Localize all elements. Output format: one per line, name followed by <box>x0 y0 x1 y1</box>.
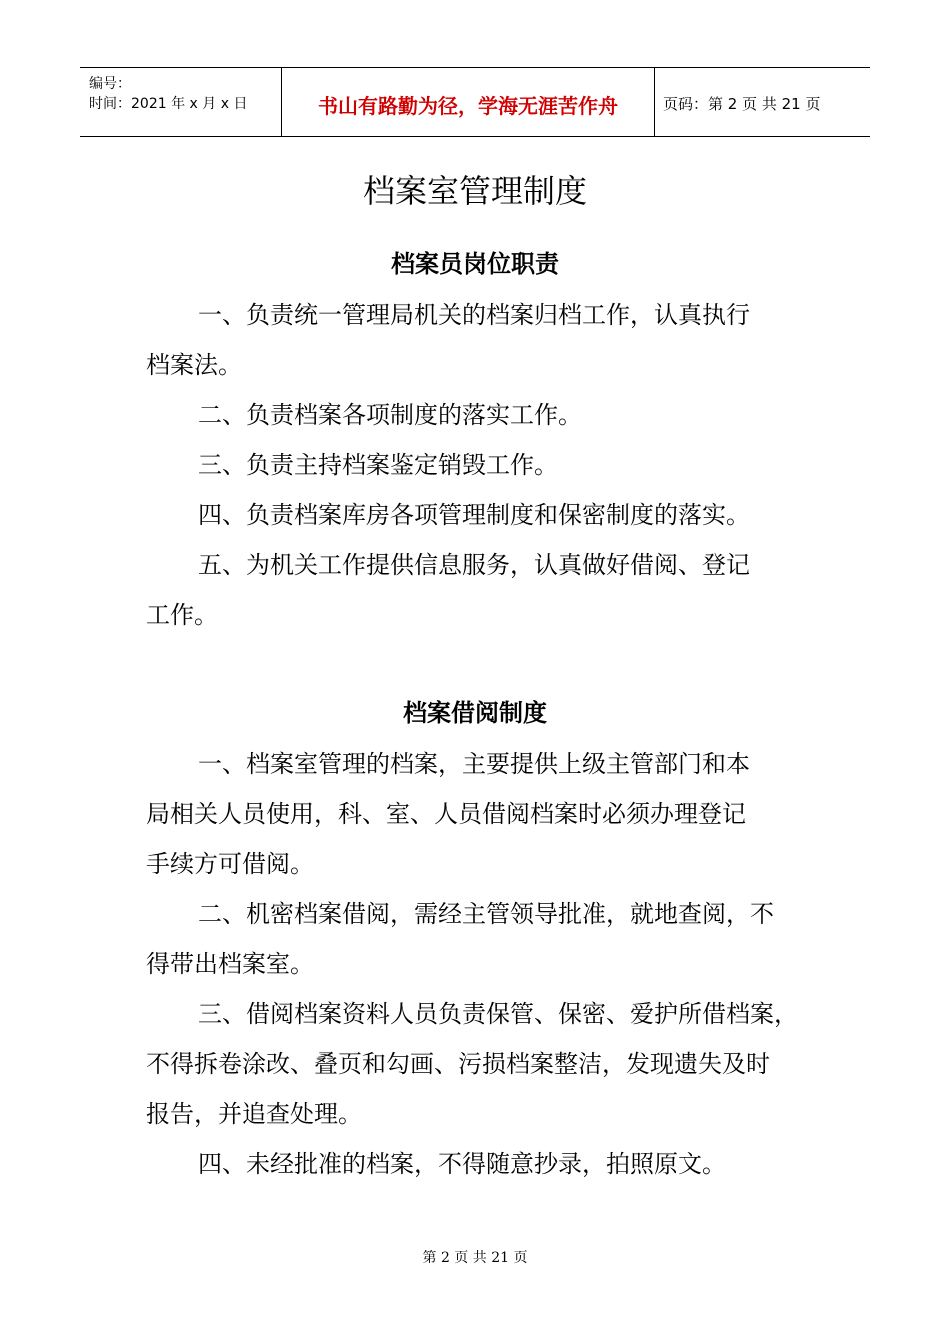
paragraph-line: 不得拆卷涂改、叠页和勾画、污损档案整洁，发现遗失及时 <box>146 1050 770 1078</box>
paragraph-line: 报告，并追查处理。 <box>146 1100 362 1128</box>
page-header <box>80 67 870 137</box>
page-footer: 第 2 页 共 21 页 <box>422 1250 528 1266</box>
paragraph-line: 五、为机关工作提供信息服务，认真做好借阅、登记 <box>198 551 750 579</box>
document-date: 时间：2021 年 x 月 x 日 <box>89 96 248 112</box>
section-title-borrowing: 档案借阅制度 <box>403 699 547 727</box>
paragraph-line: 一、负责统一管理局机关的档案归档工作，认真执行 <box>198 301 750 329</box>
paragraph-line: 手续方可借阅。 <box>146 850 314 878</box>
header-page-info: 页码：第 2 页 共 21 页 <box>663 95 821 113</box>
paragraph-line: 二、负责档案各项制度的落实工作。 <box>198 401 582 429</box>
paragraph-line: 三、借阅档案资料人员负责保管、保密、爱护所借档案， <box>198 1000 798 1028</box>
header-motto: 书山有路勤为径，学海无涯苦作舟 <box>318 94 618 118</box>
paragraph-line: 工作。 <box>146 601 218 629</box>
paragraph-line: 档案法。 <box>146 351 242 379</box>
document-title: 档案室管理制度 <box>362 172 587 210</box>
header-page-cell <box>654 68 870 136</box>
paragraph-line: 三、负责主持档案鉴定销毁工作。 <box>198 451 558 479</box>
paragraph-line: 得带出档案室。 <box>146 950 314 978</box>
section-title-duties: 档案员岗位职责 <box>391 250 559 278</box>
header-motto-cell <box>281 68 655 136</box>
paragraph-line: 四、未经批准的档案，不得随意抄录，拍照原文。 <box>198 1150 726 1178</box>
paragraph-line: 四、负责档案库房各项管理制度和保密制度的落实。 <box>198 501 750 529</box>
header-meta-cell <box>80 68 281 136</box>
paragraph-line: 二、机密档案借阅，需经主管领导批准，就地查阅，不 <box>198 900 774 928</box>
document-number-label: 编号： <box>89 76 131 92</box>
paragraph-line: 一、档案室管理的档案，主要提供上级主管部门和本 <box>198 750 750 778</box>
paragraph-line: 局相关人员使用，科、室、人员借阅档案时必须办理登记 <box>146 800 746 828</box>
